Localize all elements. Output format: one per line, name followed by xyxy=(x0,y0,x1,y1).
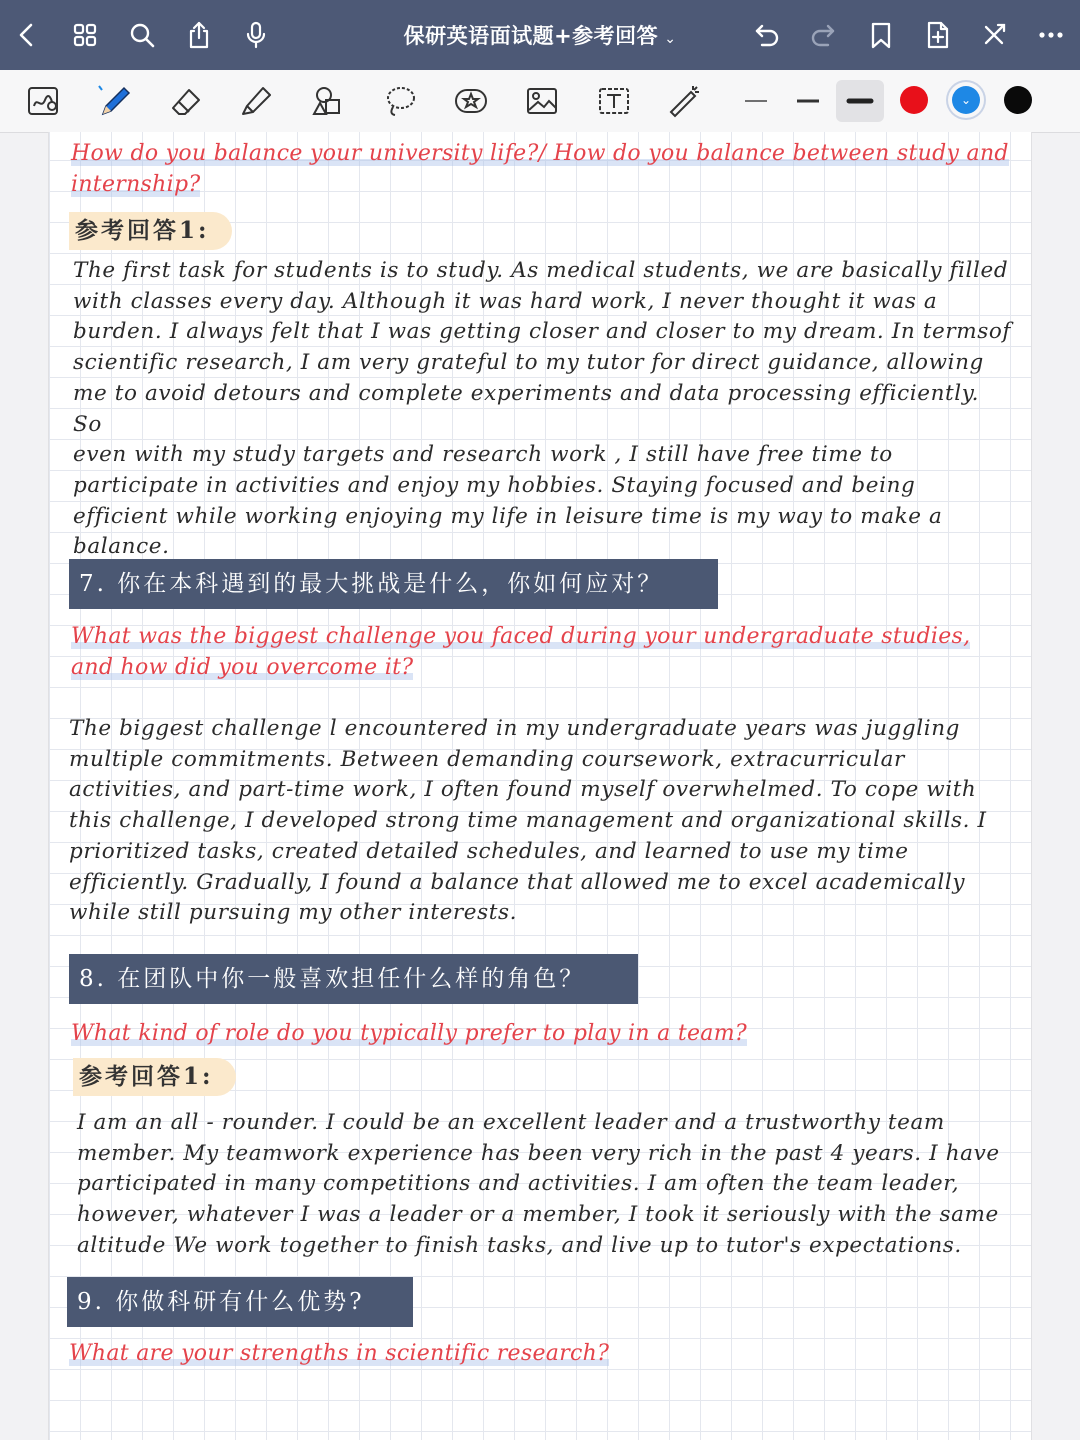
answer-line: prioritized tasks, created detailed schedules, and learned to use my time xyxy=(69,838,909,864)
document-title[interactable]: 保研英语面试题+参考回答 ⌄ xyxy=(403,24,677,48)
question-8-english: What kind of role do you typically prefer to play in a team? xyxy=(71,1021,747,1046)
answer-line: with classes every day. Although it was hard work, I never thought it was a xyxy=(73,288,938,314)
image-tool-icon[interactable] xyxy=(520,80,564,122)
answer-line: balance. xyxy=(73,534,170,560)
reference-answer-tag: 参考回答1: xyxy=(73,1058,236,1096)
redo-icon[interactable] xyxy=(806,18,840,52)
grid-icon[interactable] xyxy=(68,18,102,52)
highlighter-tool-icon[interactable] xyxy=(234,80,278,122)
shapes-tool-icon[interactable] xyxy=(306,80,350,122)
answer-line: efficient while working enjoying my life in leisure time is my way to make a xyxy=(73,503,943,529)
answer-line: efficiently. Gradually, I found a balance that allowed me to excel academically xyxy=(69,869,966,895)
answer-line: I am an all - rounder. I could be an excellent leader and a trustworthy team xyxy=(77,1110,945,1135)
laser-pointer-tool-icon[interactable] xyxy=(662,80,706,122)
answer-line: however, whatever I was a leader or a member, I took it seriously with the same xyxy=(77,1202,999,1228)
more-icon[interactable] xyxy=(1034,18,1068,52)
note-page[interactable] xyxy=(48,132,1032,1440)
pen-tool-icon[interactable] xyxy=(92,80,136,122)
answer-line: member. My teamwork experience has been very rich in the past 4 years. I have xyxy=(77,1140,1000,1166)
eraser-tool-icon[interactable] xyxy=(164,80,208,122)
answer-line: activities, and part-time work, I often found myself overwhelmed. To cope with xyxy=(69,777,977,803)
answer-line: me to avoid detours and complete experiments and data processing efficiently. So xyxy=(73,380,980,437)
share-icon[interactable] xyxy=(182,18,216,52)
answer-line: The biggest challenge l encountered in my undergraduate years was juggling xyxy=(69,716,961,741)
reference-answer-tag: 参考回答1: xyxy=(69,212,232,250)
answer-line: while still pursuing my other interests. xyxy=(69,900,518,926)
undo-icon[interactable] xyxy=(750,18,784,52)
answer-line: participated in many competitions and activities. I am often the team leader, xyxy=(77,1171,960,1197)
answer-8-text xyxy=(77,1108,1017,1262)
add-page-icon[interactable] xyxy=(921,18,955,52)
text-tool-icon[interactable] xyxy=(592,80,636,122)
color-swatch-black[interactable] xyxy=(1004,86,1032,114)
bookmark-icon[interactable] xyxy=(864,18,898,52)
close-icon[interactable] xyxy=(977,18,1011,52)
question-7-english: What was the biggest challenge you faced during your undergraduate studies, and how did you overcome it? xyxy=(71,624,971,680)
zoom-box-tool-icon[interactable] xyxy=(22,80,66,122)
stroke-medium-option[interactable] xyxy=(786,80,830,122)
chevron-down-icon: ⌄ xyxy=(664,31,677,47)
back-icon[interactable] xyxy=(10,18,44,52)
answer-line: multiple commitments. Between demanding coursework, extracurricular xyxy=(69,746,905,772)
answer-7-text xyxy=(69,714,1009,929)
color-swatch-blue[interactable] xyxy=(952,86,980,114)
color-swatch-red[interactable] xyxy=(900,86,928,114)
answer-line: scientific research, I am very grateful to my tutor for direct guidance, allowing xyxy=(73,350,984,376)
answer-line: this challenge, I developed strong time management and organizational skills. I xyxy=(69,808,987,834)
answer-line: even with my study targets and research work , I still have free time to xyxy=(73,442,893,468)
checkmark-icon: ⌄ xyxy=(960,93,972,107)
lasso-tool-icon[interactable] xyxy=(378,80,422,122)
question-7-heading: 7. 你在本科遇到的最大挑战是什么，你如何应对？ xyxy=(69,559,718,609)
microphone-icon[interactable] xyxy=(239,18,273,52)
sticker-tool-icon[interactable] xyxy=(449,80,493,122)
answer-6-text xyxy=(73,256,1013,563)
question-9-english: What are your strengths in scientific research? xyxy=(69,1341,610,1366)
search-icon[interactable] xyxy=(125,18,159,52)
title-bar xyxy=(0,0,1080,70)
answer-line: burden. I always felt that I was getting closer and closer to my dream. In termsof xyxy=(73,319,1011,345)
question-9-heading: 9. 你做科研有什么优势? xyxy=(67,1277,413,1327)
stroke-thick-option[interactable] xyxy=(836,80,884,122)
question-6-english: How do you balance your university life?/ How do you balance between study and internship? xyxy=(71,141,1009,197)
answer-line: altitude We work together to finish tasks, and live up to tutor's expectations. xyxy=(77,1232,962,1258)
answer-line: The first task for students is to study. As medical students, we are basically filled xyxy=(73,258,1009,283)
stroke-thin-option[interactable] xyxy=(734,80,778,122)
answer-line: participate in activities and enjoy my hobbies. Staying focused and being xyxy=(73,472,916,498)
question-8-heading: 8. 在团队中你一般喜欢担任什么样的角色？ xyxy=(69,954,638,1004)
